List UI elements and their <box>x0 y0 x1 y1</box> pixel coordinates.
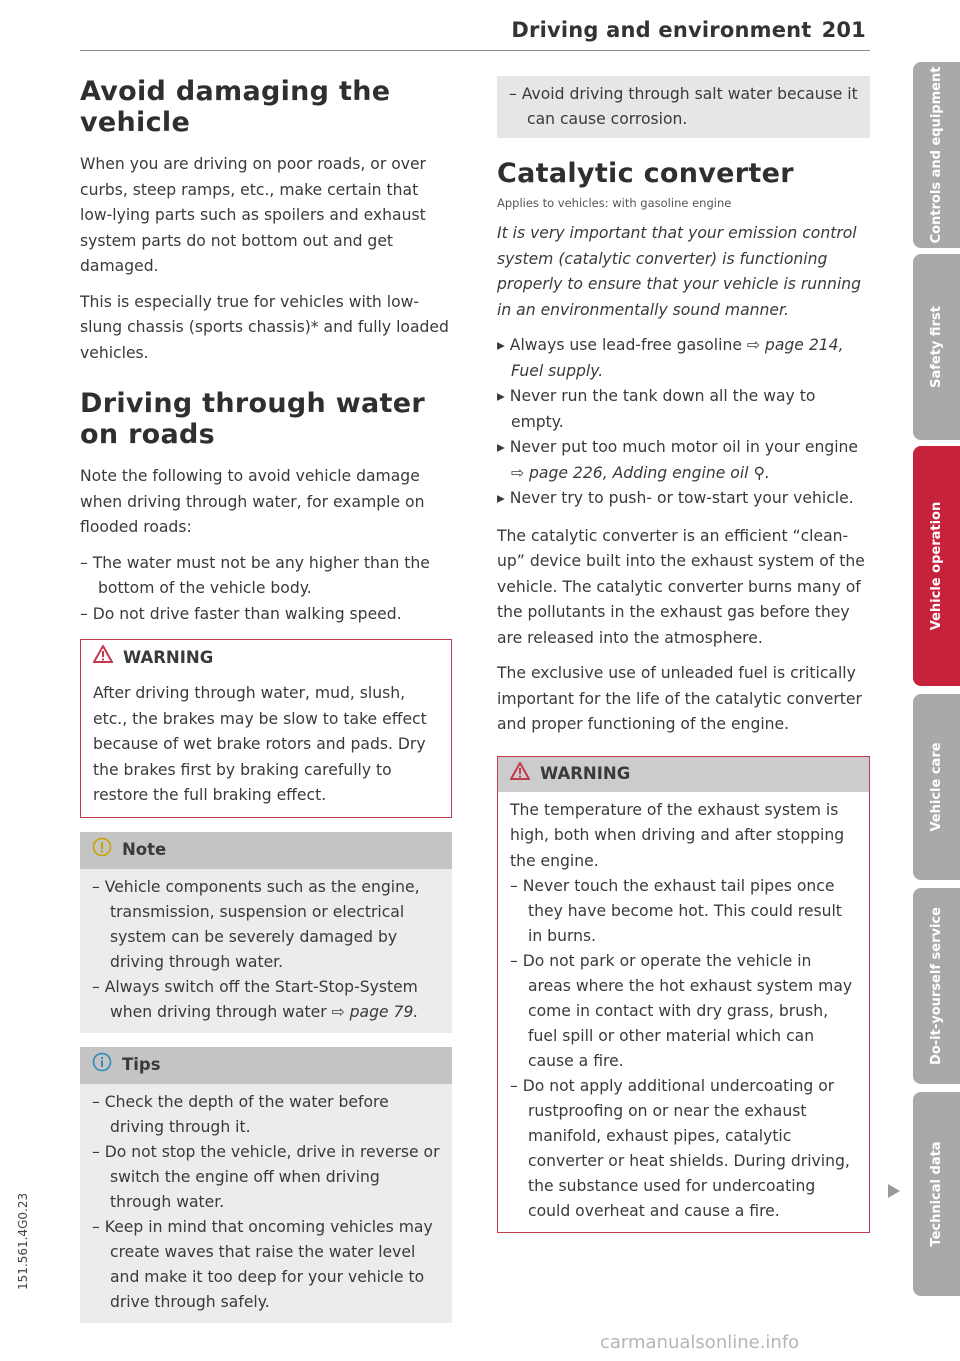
bullet-arrow-icon: ▸ <box>497 387 510 405</box>
heading-catalytic-converter: Catalytic converter <box>497 158 794 189</box>
warning-box-exhaust <box>497 756 870 1234</box>
list-item <box>497 384 870 435</box>
page-number: 201 <box>821 18 866 42</box>
warning-intro: The temperature of the exhaust system is high, both when driving and after stopping the engine. <box>510 800 845 870</box>
catalytic-intro: It is very important that your emission control system (catalytic converter) is functioning properly to ensure that your vehicle is running in an environmentally sound manner. <box>497 224 862 319</box>
tab-label: Vehicle operation <box>928 501 944 631</box>
section-title: Driving and environment <box>511 18 812 42</box>
tips-header <box>80 1047 452 1084</box>
list-item-text: Always use lead-free gasoline <box>509 336 747 354</box>
water-list <box>80 551 452 628</box>
note-circle-icon <box>92 837 112 864</box>
header-rule <box>80 50 870 51</box>
applies-to: Applies to vehicles: with gasoline engine <box>497 196 732 210</box>
tab-safety-first[interactable] <box>913 254 960 440</box>
list-item-text: Never try to push- or tow-start your vehicle. <box>509 489 854 507</box>
list-item: – Do not apply additional undercoating or rustproofing on or near the exhaust manifold, exhaust pipes, catalytic converter or heat shields. During driving, the substance used for undercoating could overheat and cause a fire. <box>510 1077 850 1220</box>
tab-vehicle-operation[interactable] <box>913 446 960 686</box>
tab-label: Do-it-yourself service <box>928 907 944 1065</box>
heading-driving-through-water: Driving through water on roads <box>80 388 425 450</box>
list-item: – Never touch the exhaust tail pipes once they have become hot. This could result in burns. <box>510 877 842 945</box>
note-body <box>80 869 452 1033</box>
bullet-arrow-icon: ▸ <box>497 489 510 507</box>
warning-text: After driving through water, mud, slush, etc., the brakes may be slow to take effect because of wet brake rotors and pads. Dry the brakes first by braking carefully to restore the full braking effect. <box>93 684 427 804</box>
list-item-text: – Always switch off the Start-Stop-System when driving through water <box>92 977 418 1021</box>
tips-box <box>80 1047 452 1323</box>
tab-label: Controls and equipment <box>928 66 944 244</box>
tab-vehicle-care[interactable] <box>913 694 960 880</box>
bullet-arrow-icon: ▸ <box>497 438 510 456</box>
tab-controls-and-equipment[interactable] <box>913 62 960 248</box>
warning-header <box>498 757 869 792</box>
info-circle-icon <box>92 1052 112 1079</box>
list-item: – The water must not be any higher than the bottom of the vehicle body. <box>80 553 430 597</box>
right-column <box>497 76 870 1247</box>
continued-note <box>497 76 870 138</box>
bullet-arrow-icon: ▸ <box>497 336 510 354</box>
warning-list <box>510 874 857 1224</box>
tab-label: Safety first <box>928 306 944 388</box>
tips-body <box>80 1084 452 1323</box>
warning-body <box>498 792 869 1233</box>
catalytic-paragraph-2: The exclusive use of unleaded fuel is critically important for the life of the catalytic converter and proper functioning of the engine. <box>497 664 862 733</box>
warning-triangle-icon <box>510 762 530 787</box>
note-list <box>92 875 440 1025</box>
continued-note-text: – Avoid driving through salt water because it can cause corrosion. <box>509 85 858 128</box>
running-head <box>511 18 866 42</box>
warning-label: WARNING <box>540 764 631 783</box>
watermark: carmanualsonline.info <box>600 1332 800 1353</box>
warning-label: WARNING <box>123 647 214 667</box>
list-item <box>497 333 870 384</box>
warning-triangle-icon <box>93 645 113 670</box>
tab-do-it-yourself-service[interactable] <box>913 888 960 1084</box>
list-item <box>497 486 870 512</box>
list-item: – Vehicle components such as the engine, transmission, suspension or electrical system can be severely damaged by driving through water. <box>92 877 420 971</box>
warning-body <box>81 675 451 817</box>
tab-label: Technical data <box>928 1141 944 1247</box>
catalytic-paragraph-1: The catalytic converter is an efficient “clean-up” device built into the exhaust system of the vehicle. The catalytic converter burns many of the pollutants in the exhaust gas before they are released into the atmosphere. <box>497 526 865 647</box>
list-item-text: Never run the tank down all the way to empty. <box>509 387 816 431</box>
note-header <box>80 832 452 869</box>
list-item: – Do not park or operate the vehicle in areas where the hot exhaust system may come in contact with dry grass, brush, fuel spill or other material which can cause a fire. <box>510 952 853 1070</box>
note-box <box>80 832 452 1033</box>
tips-list <box>92 1090 440 1315</box>
list-item: – Check the depth of the water before driving through it. <box>92 1092 389 1136</box>
list-item: – Keep in mind that oncoming vehicles may create waves that raise the water level and make it too deep for your vehicle to drive through safely. <box>92 1217 433 1311</box>
page-reference-link[interactable]: ⇨ page 79. <box>331 1002 419 1021</box>
warning-header <box>81 640 451 675</box>
page-reference-link[interactable]: ⇨ page 214, Fuel supply. <box>511 336 844 380</box>
tab-technical-data[interactable] <box>913 1092 960 1296</box>
list-item <box>92 975 440 1025</box>
left-column <box>80 60 452 1337</box>
water-paragraph-1: Note the following to avoid vehicle damage when driving through water, for example on flooded roads: <box>80 467 425 536</box>
avoid-paragraph-1: When you are driving on poor roads, or over curbs, steep ramps, etc., make certain that low-lying parts such as spoilers and exhaust system parts do not bottom out and get damaged. <box>80 155 426 275</box>
document-code: 151.561.4G0.23 <box>16 1192 30 1290</box>
note-label: Note <box>122 840 167 859</box>
list-item-text: Never put too much motor oil in your engine <box>509 438 859 456</box>
page-reference-link[interactable]: ⇨ page 226, Adding engine oil ⚲. <box>511 463 770 482</box>
list-item: – Do not drive faster than walking speed. <box>80 604 402 623</box>
tips-label: Tips <box>122 1055 161 1074</box>
avoid-paragraph-2: This is especially true for vehicles with low-slung chassis (sports chassis)* and fully loaded vehicles. <box>80 292 449 362</box>
list-item <box>497 435 870 486</box>
warning-box <box>80 639 452 818</box>
catalytic-bullets <box>497 333 870 512</box>
heading-avoid-damaging: Avoid damaging the vehicle <box>80 76 391 138</box>
list-item: – Do not stop the vehicle, drive in reverse or switch the engine off when driving through water. <box>92 1142 440 1211</box>
continued-arrow-icon <box>888 1184 900 1198</box>
tab-label: Vehicle care <box>928 742 944 832</box>
